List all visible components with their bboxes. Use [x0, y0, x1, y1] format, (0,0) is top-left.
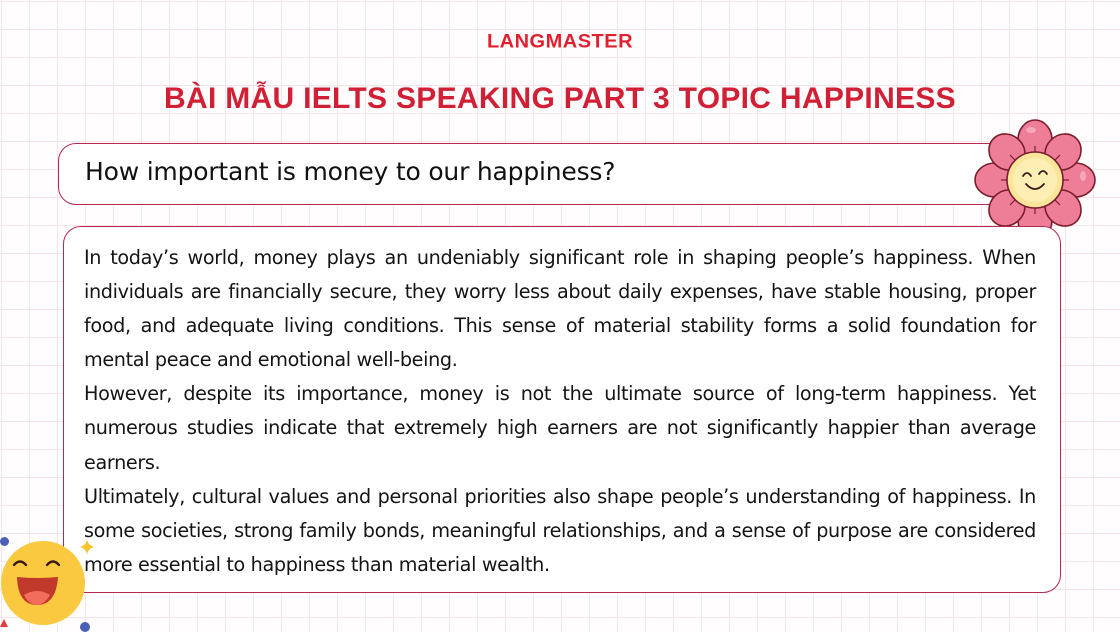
page-title: BÀI MẪU IELTS SPEAKING PART 3 TOPIC HAPPINESS [164, 82, 956, 115]
answer-paragraph-1: In today’s world, money plays an undeniably significant role in shaping people’s happiness. When individuals are financially secure, they worry less about daily expenses, have stable housing, proper food, and adequate living conditions. This sense of material stability forms a solid foundation for mental peace and emotional well-being. [84, 246, 1036, 372]
answer-text [84, 241, 1036, 582]
smiling-flower-icon [973, 118, 1097, 242]
langmaster-logo: LANGMASTER [486, 31, 634, 53]
question-box [58, 143, 1018, 205]
laughing-face-icon [0, 535, 95, 630]
answer-paragraph-3: Ultimately, cultural values and personal priorities also shape people’s understanding of happiness. In some societies, strong family bonds, meaningful relationships, and a sense of purpose are considered more essential to happiness than material wealth. [84, 484, 1036, 576]
answer-paragraph-2: However, despite its importance, money is not the ultimate source of long-term happiness. Yet numerous studies indicate that extremely high earners are not significantly happier than average earners. [84, 382, 1036, 474]
answer-box [63, 226, 1061, 593]
question-text: How important is money to our happiness? [85, 157, 616, 186]
